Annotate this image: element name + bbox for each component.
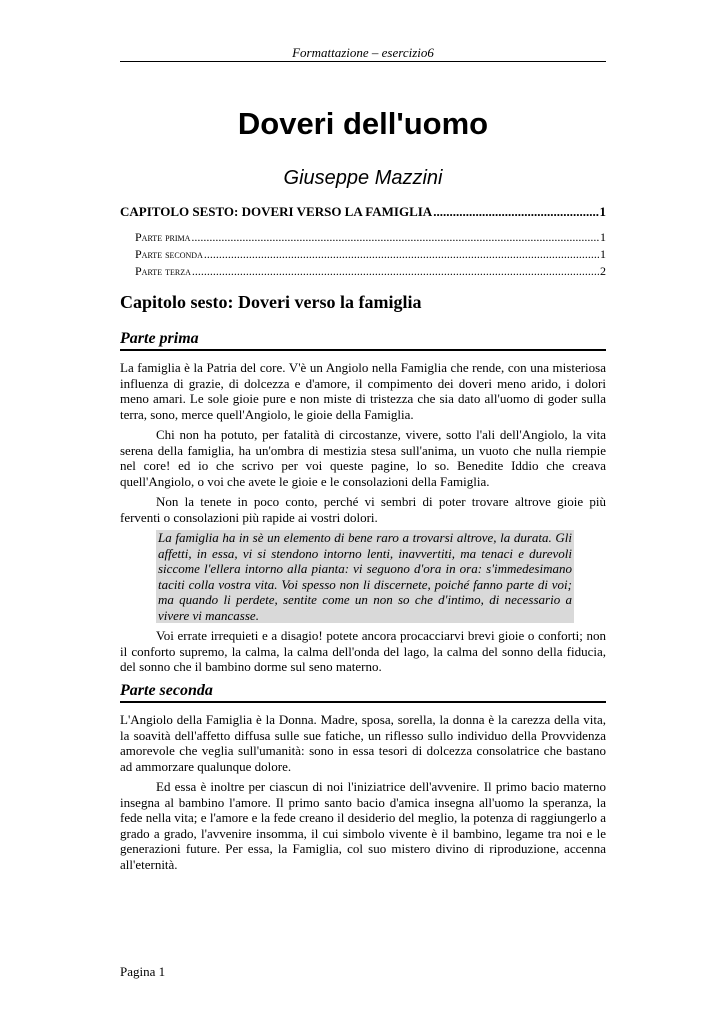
toc-leader [433,204,598,220]
paragraph: Non la tenete in poco conto, perché vi sembri di poter trovare altrove gioie più ferventi o consolazioni più rapide ai vostri dolori. [120,494,606,525]
toc-leader [192,264,599,279]
toc-entry-label: Parte prima [135,230,191,244]
toc-entry-parte-seconda[interactable] [120,247,606,264]
page-footer: Pagina 1 [120,964,166,979]
toc-entry-label: CAPITOLO SESTO: DOVERI VERSO LA FAMIGLIA [120,204,433,219]
toc-entry-page: 1 [599,204,606,219]
paragraph: Ed essa è inoltre per ciascun di noi l'iniziatrice dell'avvenire. Il primo bacio materno insegna al bambino l'amore. Il primo santo bacio d'amica insegna all'uomo la speranza, la fede nella vita; e l'amore e la fede creano il desiderio del meglio, la potenza di raggiungerlo a grado a grado, l'avvenire insomma, il cui simbolo vivente è il bambino, legame tra noi e le generazioni future. Per essa, la Famiglia, col suo mistero divino di riproduzione, accenna all'eternità. [120,779,606,872]
section-body-parte-prima [120,360,606,680]
paragraph: Voi errate irrequieti e a disagio! potete ancora procacciarvi brevi gioie o conforti; non il conforto supremo, la calma, la calma dell'onda del lago, la calma del sonno della fiducia, del sonno che il bambino dorme sul seno materno. [120,628,606,674]
toc-entry-label: Parte seconda [135,247,203,261]
highlighted-quote: La famiglia ha in sè un elemento di bene raro a trovarsi altrove, la durata. Gli affetti, in essa, vi si stendono intorno lenti, inavvertiti, ma tenaci e durevoli siccome l'ellera intorno alla pianta: vi seguono d'ora in ora: s'immedesimano taciti colla vostra vita. Voi spesso non li discernete, poiché fanno parte di voi; ma quando li perdete, sentite come un non so che d'intimo, di necessario a vivere vi mancasse. [158,530,572,623]
toc-leader [191,230,599,245]
section-heading-parte-seconda: Parte seconda [120,682,606,703]
toc-entry-parte-prima[interactable] [120,230,606,247]
document-title: Doveri dell'uomo [237,106,489,141]
toc-entry-label: Parte terza [135,264,191,278]
toc-leader [204,247,599,262]
chapter-heading: Capitolo sesto: Doveri verso la famiglia [120,292,422,312]
section-heading-parte-prima: Parte prima [120,330,606,351]
section-body-parte-seconda [120,712,606,877]
paragraph: Chi non ha potuto, per fatalità di circostanze, vivere, sotto l'ali dell'Angiolo, la vita serena della famiglia, ha un'ombra di mestizia stesa sull'anima, un vuoto che nulla riempie nel core! ed io che scrivo per voi queste pagine, lo so. Benedite Iddio che creava quell'Angiolo, o voi che avete le gioie e le consolazioni della Famiglia. [120,427,606,489]
document-page [120,0,606,1024]
toc-entry-chapter[interactable] [120,204,606,224]
page-header: Formattazione – esercizio6 [292,45,434,60]
toc-entry-page: 1 [600,247,606,261]
paragraph: L'Angiolo della Famiglia è la Donna. Madre, sposa, sorella, la donna è la carezza della vita, la soavità dell'affetto diffusa sulle sue fatiche, un riflesso sullo individuo della Provvidenza amorevole che veglia sull'umanità: sono in essa tesori di dolcezza consolatrice che bastano ad ammorzare qualunque dolore. [120,712,606,774]
header-rule [120,61,606,62]
table-of-contents [120,204,606,281]
paragraph: La famiglia è la Patria del core. V'è un Angiolo nella Famiglia che rende, con una misteriosa influenza di grazie, di dolcezza e d'amore, il compimento dei doveri meno arido, i dolori meno amari. Le sole gioie pure e non miste di tristezza che sia dato all'uomo di goder sulla terra, sono, merce quell'Angiolo, le gioie della Famiglia. [120,360,606,422]
toc-entry-page: 2 [600,264,606,278]
toc-entry-parte-terza[interactable] [120,264,606,281]
toc-entry-page: 1 [600,230,606,244]
document-author: Giuseppe Mazzini [283,167,443,189]
